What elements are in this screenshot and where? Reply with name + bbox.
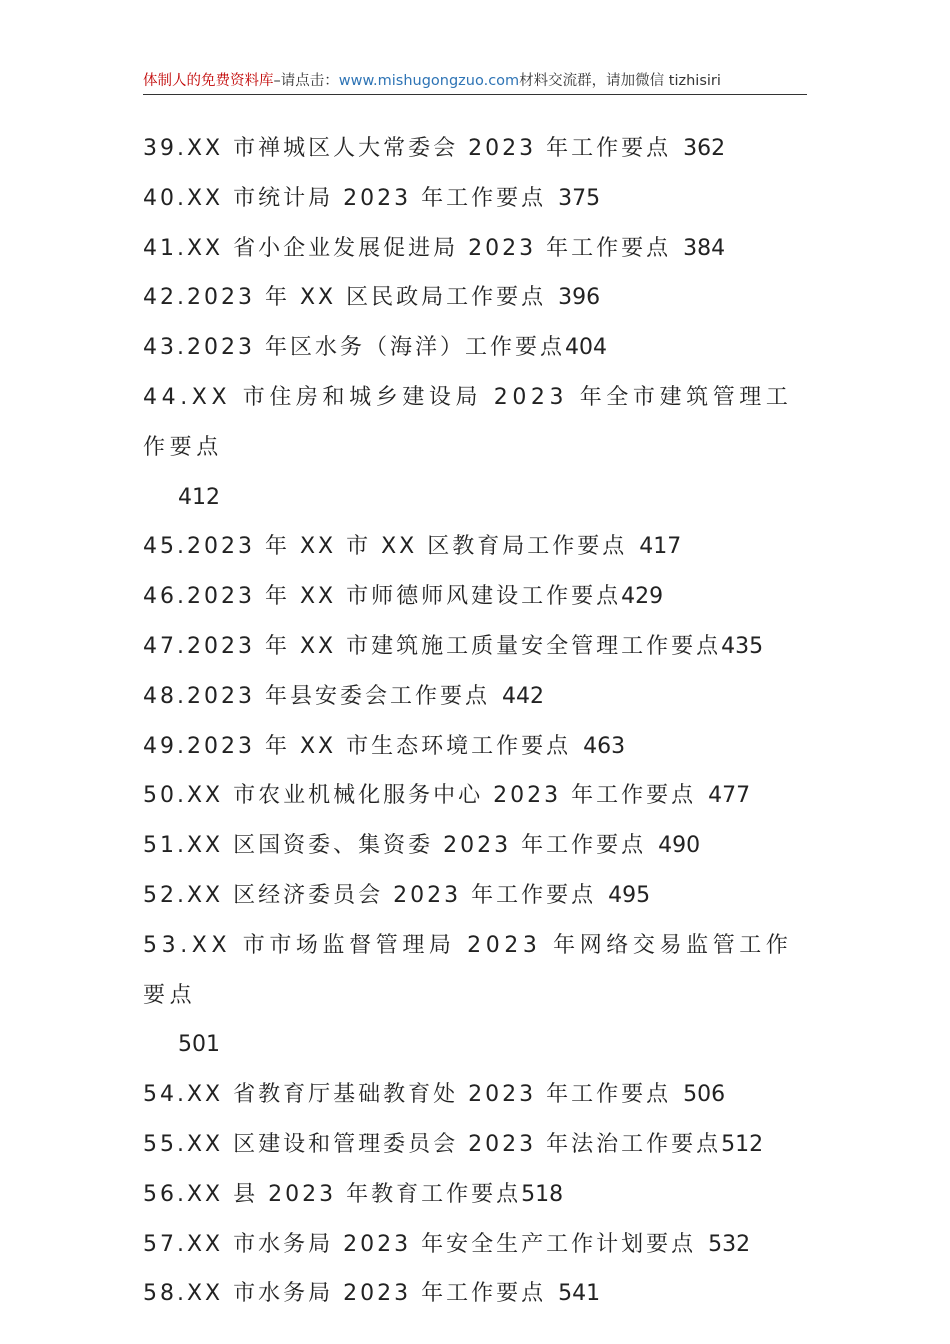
toc-entry-page: 375 [558,185,601,211]
toc-entry[interactable] [143,124,808,174]
toc-entry-title: 40.XX 市统计局 2023 年工作要点 [143,185,547,211]
toc-entry[interactable] [143,522,808,572]
table-of-contents [143,124,808,1319]
toc-entry-page: 463 [583,733,626,759]
toc-entry-title: 48.2023 年县安委会工作要点 [143,683,490,709]
toc-entry-page: 532 [708,1231,751,1257]
toc-entry-page: 429 [621,584,664,610]
toc-entry-page: 435 [721,633,764,659]
toc-entry[interactable] [143,174,808,224]
toc-entry-title: 57.XX 市水务局 2023 年安全生产工作计划要点 [143,1231,697,1257]
toc-entry-page: 506 [683,1082,726,1108]
toc-entry[interactable] [143,224,808,274]
toc-entry-page: 396 [558,285,601,311]
toc-entry[interactable] [143,672,808,722]
toc-entry-page: 417 [639,534,682,560]
toc-entry-title: 42.2023 年 XX 区民政局工作要点 [143,285,547,311]
toc-entry-page: 495 [608,882,651,908]
toc-entry-page: 518 [521,1181,564,1207]
toc-entry[interactable] [143,273,808,323]
toc-entry-page: 404 [564,335,607,361]
toc-entry-title: 52.XX 区经济委员会 2023 年工作要点 [143,882,597,908]
toc-entry-page: 490 [658,833,701,859]
toc-entry-title: 50.XX 市农业机械化服务中心 2023 年工作要点 [143,783,697,809]
toc-entry-title: 47.2023 年 XX 市建筑施工质量安全管理工作要点 [143,633,722,659]
toc-entry-title: 56.XX 县 2023 年教育工作要点 [143,1181,522,1207]
toc-entry[interactable] [143,1070,808,1120]
toc-entry-title: 51.XX 区国资委、集资委 2023 年工作要点 [143,833,647,859]
toc-entry[interactable] [143,771,808,821]
toc-entry-title: 53.XX 市市场监督管理局 2023 年网络交易监管工作要点 [143,932,793,1008]
toc-entry[interactable] [143,871,808,921]
toc-entry-title: 54.XX 省教育厅基础教育处 2023 年工作要点 [143,1082,672,1108]
toc-entry-title: 43.2023 年区水务（海洋）工作要点 [143,335,565,361]
toc-entry[interactable] [143,821,808,871]
toc-entry-page: 362 [683,136,726,161]
toc-entry[interactable] [143,722,808,772]
toc-entry[interactable] [143,1120,808,1170]
toc-entry-page: 442 [501,683,544,709]
toc-entry-page: 412 [178,484,220,510]
header-url-link[interactable]: www.mishugongzuo.com [338,73,520,89]
toc-entry-title: 46.2023 年 XX 市师德师风建设工作要点 [143,584,622,610]
header-contact-text: 材料交流群，请加微信 tizhisiri [519,73,721,89]
toc-entry[interactable] [143,373,808,522]
toc-entry[interactable] [143,622,808,672]
toc-entry-page: 384 [683,235,726,261]
toc-entry-title: 39.XX 市禅城区人大常委会 2023 年工作要点 [143,136,672,161]
toc-entry[interactable] [143,1220,808,1270]
page-header [143,70,807,95]
toc-entry-title: 44.XX 市住房和城乡建设局 2023 年全市建筑管理工作要点 [143,384,793,460]
toc-entry-title: 49.2023 年 XX 市生态环境工作要点 [143,733,572,759]
toc-entry-page: 477 [708,783,751,809]
toc-entry-title: 55.XX 区建设和管理委员会 2023 年法治工作要点 [143,1131,722,1157]
toc-entry[interactable] [143,1170,808,1220]
toc-entry[interactable] [143,323,808,373]
toc-entry-title: 58.XX 市水务局 2023 年工作要点 [143,1281,547,1307]
toc-entry[interactable] [143,572,808,622]
toc-entry-title: 41.XX 省小企业发展促进局 2023 年工作要点 [143,235,672,261]
toc-entry[interactable] [143,1269,808,1319]
toc-entry-page: 541 [558,1281,601,1307]
toc-entry-page: 501 [178,1032,220,1058]
header-prompt: –请点击： [273,73,339,89]
toc-entry-title: 45.2023 年 XX 市 XX 区教育局工作要点 [143,534,628,560]
toc-entry-page: 512 [721,1131,764,1157]
header-brand: 体制人的免费资料库 [143,73,274,89]
toc-entry[interactable] [143,921,808,1070]
